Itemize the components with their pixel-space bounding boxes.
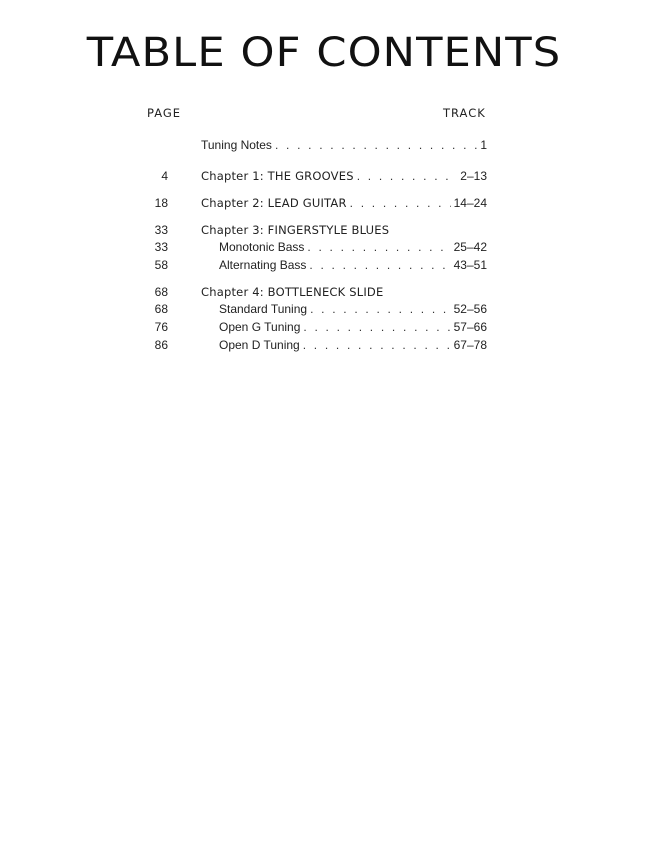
toc-chapter-label: Chapter 1: THE GROOVES: [201, 169, 354, 183]
toc-page-number: 86: [154, 338, 168, 352]
toc-entry: [201, 222, 487, 238]
toc-page-number: 33: [154, 240, 168, 254]
toc-row-chapter-3: [0, 222, 648, 238]
toc-track-number: 52–56: [453, 302, 487, 316]
toc-page-number: 4: [161, 169, 168, 183]
toc-row-tuning-notes: [0, 137, 648, 153]
toc-entry-label: Open D Tuning: [219, 338, 300, 352]
toc-entry: [201, 168, 487, 184]
track-column-header: TRACK: [443, 106, 486, 120]
toc-entry-label: Monotonic Bass: [219, 240, 305, 254]
toc-entry: [201, 284, 487, 300]
toc-page-number: 33: [154, 223, 168, 237]
toc-entry-label: Open G Tuning: [219, 320, 301, 334]
toc-entry: [201, 137, 487, 153]
toc-track-number: 57–66: [453, 320, 487, 334]
page-title: TABLE OF CONTENTS: [86, 30, 562, 76]
dot-leader: [357, 168, 458, 184]
toc-row-chapter-2: [0, 195, 648, 211]
dot-leader: [309, 257, 450, 273]
toc-page-number: 76: [154, 320, 168, 334]
dot-leader: [307, 239, 450, 255]
toc-row-chapter-1: [0, 168, 648, 184]
toc-row-standard-tuning: [0, 301, 648, 317]
dot-leader: [275, 137, 477, 153]
toc-row-chapter-4: [0, 284, 648, 300]
toc-track-number: 25–42: [453, 240, 487, 254]
toc-chapter-label: Chapter 4: BOTTLENECK SLIDE: [201, 285, 384, 299]
toc-entry: [219, 257, 487, 273]
toc-entry-label: Standard Tuning: [219, 302, 308, 316]
dot-leader: [303, 319, 450, 335]
toc-page-number: 68: [154, 285, 168, 299]
page-column-header: PAGE: [147, 106, 182, 120]
toc-entry-label: Tuning Notes: [201, 138, 272, 152]
dot-leader: [350, 195, 451, 211]
toc-track-number: 1: [480, 138, 487, 152]
toc-track-number: 14–24: [453, 196, 487, 210]
toc-row-open-d-tuning: [0, 337, 648, 353]
toc-track-number: 43–51: [453, 258, 487, 272]
toc-chapter-label: Chapter 3: FINGERSTYLE BLUES: [201, 223, 390, 237]
toc-entry-label: Alternating Bass: [219, 258, 307, 272]
toc-entry: [219, 319, 487, 335]
toc-entry: [219, 337, 487, 353]
dot-leader: [303, 337, 451, 353]
toc-track-number: 2–13: [460, 169, 487, 183]
toc-row-monotonic-bass: [0, 239, 648, 255]
toc-page-number: 18: [154, 196, 168, 210]
toc-row-open-g-tuning: [0, 319, 648, 335]
toc-page-number: 68: [154, 302, 168, 316]
toc-entry: [219, 301, 487, 317]
toc-chapter-label: Chapter 2: LEAD GUITAR: [201, 196, 347, 210]
toc-entry: [219, 239, 487, 255]
dot-leader: [310, 301, 451, 317]
toc-track-number: 67–78: [453, 338, 487, 352]
toc-entry: [201, 195, 487, 211]
toc-row-alternating-bass: [0, 257, 648, 273]
toc-page-number: 58: [154, 258, 168, 272]
